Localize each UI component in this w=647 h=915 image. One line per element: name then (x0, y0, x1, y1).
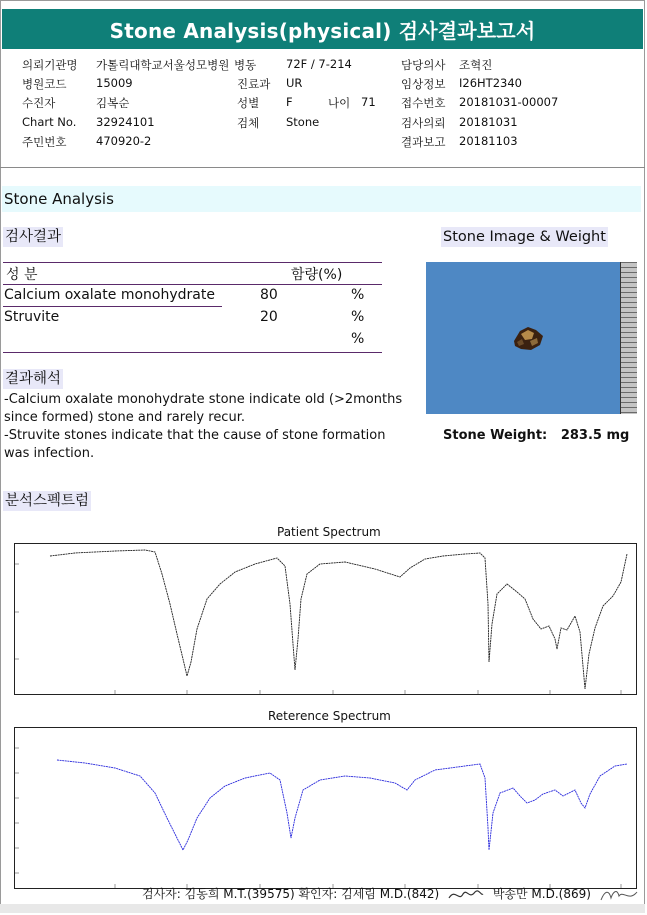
result-heading: 검사결과 (5, 229, 62, 245)
footer-confirmer: 박송만 M.D.(869) (492, 887, 591, 901)
signature-1-icon (447, 886, 485, 904)
interp-line-3: -Struvite stones indicate that the cause of stone formation (4, 428, 386, 443)
collector-label: 수진자 (22, 96, 56, 110)
doctor-label: 담당의사 (401, 58, 446, 72)
interp-heading: 결과해석 (5, 371, 62, 387)
ruler-scale (620, 262, 637, 414)
reference-spectrum-title: Reterence Spectrum (268, 709, 391, 723)
patient-spectrum-chart (15, 544, 636, 694)
weight-value: 283.5 mg (560, 428, 630, 443)
signature-2-icon (599, 886, 639, 904)
bottom-strip (0, 904, 645, 913)
row-1-value: 80 (260, 287, 278, 303)
interp-line-1: -Calcium oxalate monohydrate stone indicate old (>2months (4, 392, 403, 407)
institution-label: 의뢰기관명 (22, 58, 78, 72)
stone-specimen (510, 323, 546, 353)
row-1-name: Calcium oxalate monohydrate (4, 287, 215, 303)
col-content-header: 함량(%) (291, 267, 343, 283)
table-top-rule (3, 262, 382, 263)
table-bottom-rule (3, 352, 382, 353)
col-component-header: 성 분 (6, 267, 38, 283)
row-2-value: 20 (260, 309, 278, 325)
patient-spectrum-box (14, 543, 637, 695)
table-header-rule (3, 284, 382, 285)
request-value: 20181031 (459, 115, 518, 129)
receipt-no-label: 접수번호 (401, 96, 446, 110)
footer-signatures (142, 885, 639, 904)
stone-weight (443, 428, 629, 443)
age-label: 나이 (328, 96, 351, 110)
patient-spectrum-title: Patient Spectrum (277, 525, 381, 539)
reference-spectrum-box (14, 727, 637, 889)
patient-spectrum-line (50, 550, 627, 689)
row-1-rule (3, 306, 222, 307)
hospital-code-value: 15009 (96, 76, 133, 90)
header-divider (0, 167, 645, 168)
row-2-unit: % (351, 309, 365, 325)
clinical-info-label: 임상정보 (401, 77, 446, 91)
age-value: 71 (361, 95, 376, 109)
resident-no-value: 470920-2 (96, 134, 152, 148)
resident-no-label: 주민번호 (22, 135, 67, 149)
stone-photo (426, 262, 637, 414)
report-value: 20181103 (459, 134, 518, 148)
row-2-name: Struvite (4, 309, 60, 325)
request-label: 검사의뢰 (401, 116, 446, 130)
sex-value: F (286, 95, 293, 109)
chart-no-value: 32924101 (96, 115, 155, 129)
patient-ticks (15, 564, 621, 694)
institution-value: 가톨릭대학교서울성모병원 (96, 58, 230, 72)
image-heading: Stone Image & Weight (443, 229, 606, 245)
collector-value: 김복순 (96, 96, 130, 110)
chart-no-label: Chart No. (22, 115, 77, 129)
footer-examiner: 검사자: 김동희 M.T.(39575) 확인자: 김세림 M.D.(842) (142, 887, 440, 901)
ward-label: 병동 (234, 58, 257, 72)
row-1-unit: % (351, 287, 365, 303)
row-3-unit: % (351, 331, 365, 347)
interp-line-2: since formed) stone and rarely recur. (4, 410, 245, 425)
doctor-value: 조혁진 (459, 58, 493, 72)
specimen-label: 검체 (237, 116, 260, 130)
section-title: Stone Analysis (2, 186, 641, 212)
clinical-info-value: I26HT2340 (459, 76, 522, 90)
receipt-no-value: 20181031-00007 (459, 95, 559, 109)
reference-spectrum-line (57, 760, 627, 850)
report-title: Stone Analysis(physical) 검사결과보고서 (2, 9, 643, 49)
ward-value: 72F / 7-214 (286, 57, 352, 71)
spectrum-heading: 분석스펙트럼 (5, 493, 90, 509)
dept-value: UR (286, 76, 303, 90)
reference-spectrum-chart (15, 728, 636, 888)
weight-label: Stone Weight: (443, 428, 548, 443)
specimen-value: Stone (286, 115, 320, 129)
sex-label: 성별 (237, 96, 260, 110)
report-label: 결과보고 (401, 135, 446, 149)
interp-line-4: was infection. (4, 446, 95, 461)
reference-ticks (15, 748, 621, 888)
hospital-code-label: 병원코드 (22, 77, 67, 91)
dept-label: 진료과 (237, 77, 271, 91)
